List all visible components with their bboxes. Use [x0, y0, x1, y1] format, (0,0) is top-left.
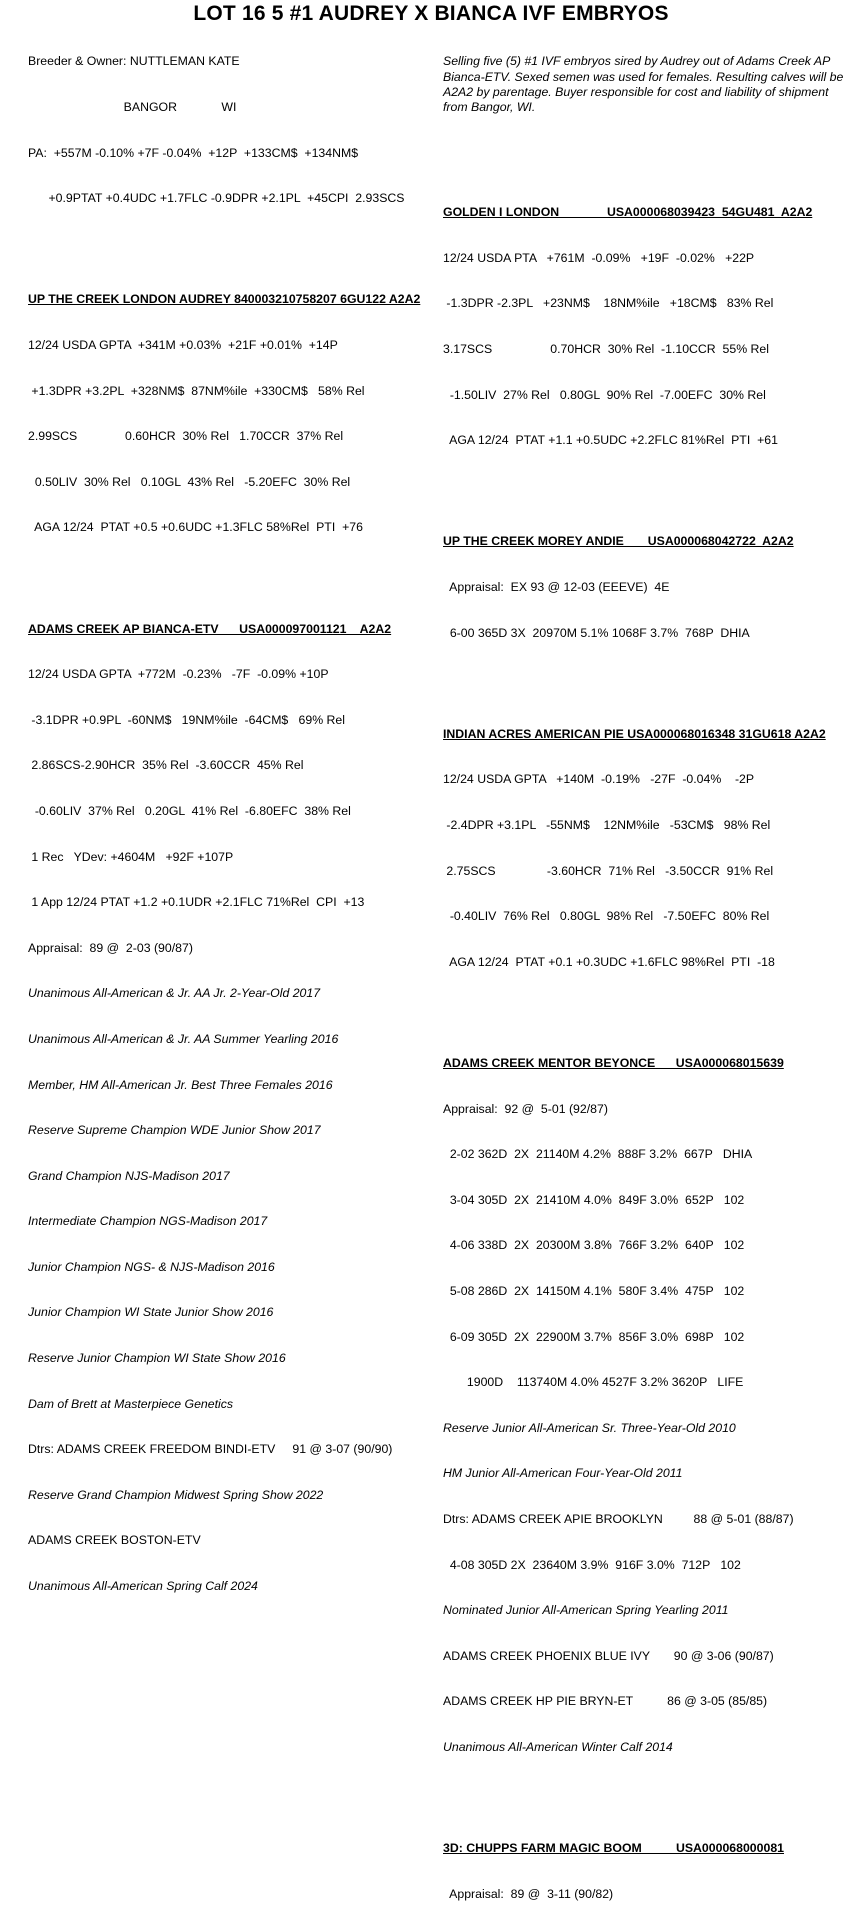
sire-line: 0.50LIV 30% Rel 0.10GL 43% Rel -5.20EFC 30% Rel	[28, 474, 351, 489]
breeder-location: BANGOR WI	[28, 100, 237, 114]
dam-of-dam-header: ADAMS CREEK MENTOR BEYONCE USA000068015639	[443, 1055, 784, 1070]
dam-honor: Unanimous All-American & Jr. AA Summer Yearling 2016	[28, 1031, 339, 1046]
dam-honor: Unanimous All-American & Jr. AA Jr. 2-Year-Old 2017	[28, 986, 321, 1001]
production-record: 6-09 305D 2X 22900M 3.7% 856F 3.0% 698P 102	[443, 1329, 745, 1344]
sire-line: 2.99SCS 0.60HCR 30% Rel 1.70CCR 37% Rel	[28, 429, 344, 444]
dam-honor: Reserve Junior Champion WI State Show 2016	[28, 1351, 286, 1366]
lifetime-record: 1900D 113740M 4.0% 4527F 3.2% 3620P LIFE	[443, 1375, 744, 1390]
pedigree-honor: Reserve Junior All-American Sr. Three-Year-Old 2010	[443, 1420, 736, 1435]
dam-honor: Intermediate Champion NGS-Madison 2017	[28, 1214, 268, 1229]
pedigree-line: 2.75SCS -3.60HCR 71% Rel -3.50CCR 91% Rel	[443, 863, 774, 878]
sire-line: +1.3DPR +3.2PL +328NM$ 87NM%ile +330CM$ 58% Rel	[28, 383, 365, 398]
daughter-honor: Nominated Junior All-American Spring Yearling 2011	[443, 1603, 729, 1618]
dam-honor: Member, HM All-American Jr. Best Three Females 2016	[28, 1077, 333, 1092]
sire-line: AGA 12/24 PTAT +0.5 +0.6UDC +1.3FLC 58%Rel PTI +76	[28, 520, 363, 535]
daughter-line: ADAMS CREEK BOSTON-ETV	[28, 1533, 201, 1548]
pedigree-appraisal: Appraisal: 92 @ 5-01 (92/87)	[443, 1101, 608, 1116]
sire-of-dam-header: INDIAN ACRES AMERICAN PIE USA000068016348 31GU618 A2A2	[443, 726, 826, 741]
dam-appraisal: Appraisal: 89 @ 2-03 (90/87)	[28, 940, 193, 955]
dam-header: ADAMS CREEK AP BIANCA-ETV USA000097001121 A2A2	[28, 621, 392, 636]
dam-honor: Reserve Supreme Champion WDE Junior Show 2017	[28, 1123, 321, 1138]
sire-line: 12/24 USDA GPTA +341M +0.03% +21F +0.01% +14P	[28, 337, 338, 352]
lot-description: Selling five (5) #1 IVF embryos sired by Audrey out of Adams Creek AP Bianca-ETV. Sexed semen was used for females. Resulting calves will be A2A2 by parentage. Buyer responsible for cost and liability of shipment from Bangor, WI.	[443, 54, 844, 115]
dam-line: -3.1DPR +0.9PL -60NM$ 19NM%ile -64CM$ 69% Rel	[28, 712, 345, 727]
left-column	[28, 24, 438, 1609]
pedigree-line: AGA 12/24 PTAT +0.1 +0.3UDC +1.6FLC 98%Rel PTI -18	[443, 954, 775, 969]
dam-of-sire-header: UP THE CREEK MOREY ANDIE USA000068042722 A2A2	[443, 534, 794, 549]
pedigree-line: 12/24 USDA PTA +761M -0.09% +19F -0.02% +22P	[443, 250, 755, 265]
daughter-line: Dtrs: ADAMS CREEK FREEDOM BINDI-ETV 91 @ 3-07 (90/90)	[28, 1442, 393, 1457]
dam-honor: Junior Champion NGS- & NJS-Madison 2016	[28, 1259, 275, 1274]
dam-line: 12/24 USDA GPTA +772M -0.23% -7F -0.09% +10P	[28, 667, 329, 682]
pedigree-line: -1.50LIV 27% Rel 0.80GL 90% Rel -7.00EFC 30% Rel	[443, 387, 766, 402]
right-column	[443, 24, 858, 1917]
production-record: 2-02 362D 2X 21140M 4.2% 888F 3.2% 667P DHIA	[443, 1147, 753, 1162]
pedigree-line: -2.4DPR +3.1PL -55NM$ 12NM%ile -53CM$ 98% Rel	[443, 817, 771, 832]
lot-title: LOT 16 5 #1 AUDREY X BIANCA IVF EMBRYOS	[193, 2, 669, 25]
daughter-honor: Unanimous All-American Winter Calf 2014	[443, 1739, 673, 1754]
daughter-line: ADAMS CREEK PHOENIX BLUE IVY 90 @ 3-06 (90/87)	[443, 1648, 774, 1663]
production-record: 3-04 305D 2X 21410M 4.0% 849F 3.0% 652P 102	[443, 1192, 745, 1207]
pedigree-honor: HM Junior All-American Four-Year-Old 2011	[443, 1466, 683, 1481]
third-dam-header: 3D: CHUPPS FARM MAGIC BOOM USA000068000081	[443, 1841, 784, 1856]
pedigree-line: Appraisal: EX 93 @ 12-03 (EEEVE) 4E	[443, 580, 670, 594]
production-record: 4-06 338D 2X 20300M 3.8% 766F 3.2% 640P 102	[443, 1238, 745, 1253]
dam-line: 2.86SCS-2.90HCR 35% Rel -3.60CCR 45% Rel	[28, 758, 304, 773]
dam-honor: Junior Champion WI State Junior Show 2016	[28, 1305, 274, 1320]
dam-line: 1 App 12/24 PTAT +1.2 +0.1UDR +2.1FLC 71%Rel CPI +13	[28, 895, 365, 910]
pa-line-1: PA: +557M -0.10% +7F -0.04% +12P +133CM$ +134NM$	[28, 145, 359, 160]
dam-line: -0.60LIV 37% Rel 0.20GL 41% Rel -6.80EFC 38% Rel	[28, 803, 351, 818]
daughter-line: Dtrs: ADAMS CREEK APIE BROOKLYN 88 @ 5-01 (88/87)	[443, 1511, 794, 1526]
pedigree-line: 6-00 365D 3X 20970M 5.1% 1068F 3.7% 768P DHIA	[443, 625, 750, 640]
pa-line-2: +0.9PTAT +0.4UDC +1.7FLC -0.9DPR +2.1PL +45CPI 2.93SCS	[28, 191, 405, 206]
pedigree-appraisal: Appraisal: 89 @ 3-11 (90/82)	[443, 1886, 614, 1901]
sire-header: UP THE CREEK LONDON AUDREY 840003210758207 6GU122 A2A2	[28, 292, 421, 307]
pedigree-line: AGA 12/24 PTAT +1.1 +0.5UDC +2.2FLC 81%Rel PTI +61	[443, 433, 778, 448]
pedigree-line: 3.17SCS 0.70HCR 30% Rel -1.10CCR 55% Rel	[443, 342, 769, 357]
daughter-line: ADAMS CREEK HP PIE BRYN-ET 86 @ 3-05 (85/85)	[443, 1694, 768, 1709]
daughter-record: 4-08 305D 2X 23640M 3.9% 916F 3.0% 712P 102	[443, 1557, 741, 1572]
production-record: 5-08 286D 2X 14150M 4.1% 580F 3.4% 475P 102	[443, 1283, 745, 1298]
pedigree-line: 12/24 USDA GPTA +140M -0.19% -27F -0.04% -2P	[443, 772, 755, 787]
dam-honor: Grand Champion NJS-Madison 2017	[28, 1168, 230, 1183]
pedigree-line: -1.3DPR -2.3PL +23NM$ 18NM%ile +18CM$ 83% Rel	[443, 296, 774, 311]
dam-line: 1 Rec YDev: +4604M +92F +107P	[28, 849, 234, 864]
daughter-honor: Reserve Grand Champion Midwest Spring Show 2022	[28, 1487, 324, 1502]
sire-of-sire-header: GOLDEN I LONDON USA000068039423 54GU481 A2A2	[443, 205, 813, 220]
pedigree-line: -0.40LIV 76% Rel 0.80GL 98% Rel -7.50EFC 80% Rel	[443, 909, 770, 924]
daughter-honor: Unanimous All-American Spring Calf 2024	[28, 1579, 258, 1594]
dam-honor: Dam of Brett at Masterpiece Genetics	[28, 1396, 234, 1411]
breeder-line: Breeder & Owner: NUTTLEMAN KATE	[28, 54, 240, 69]
